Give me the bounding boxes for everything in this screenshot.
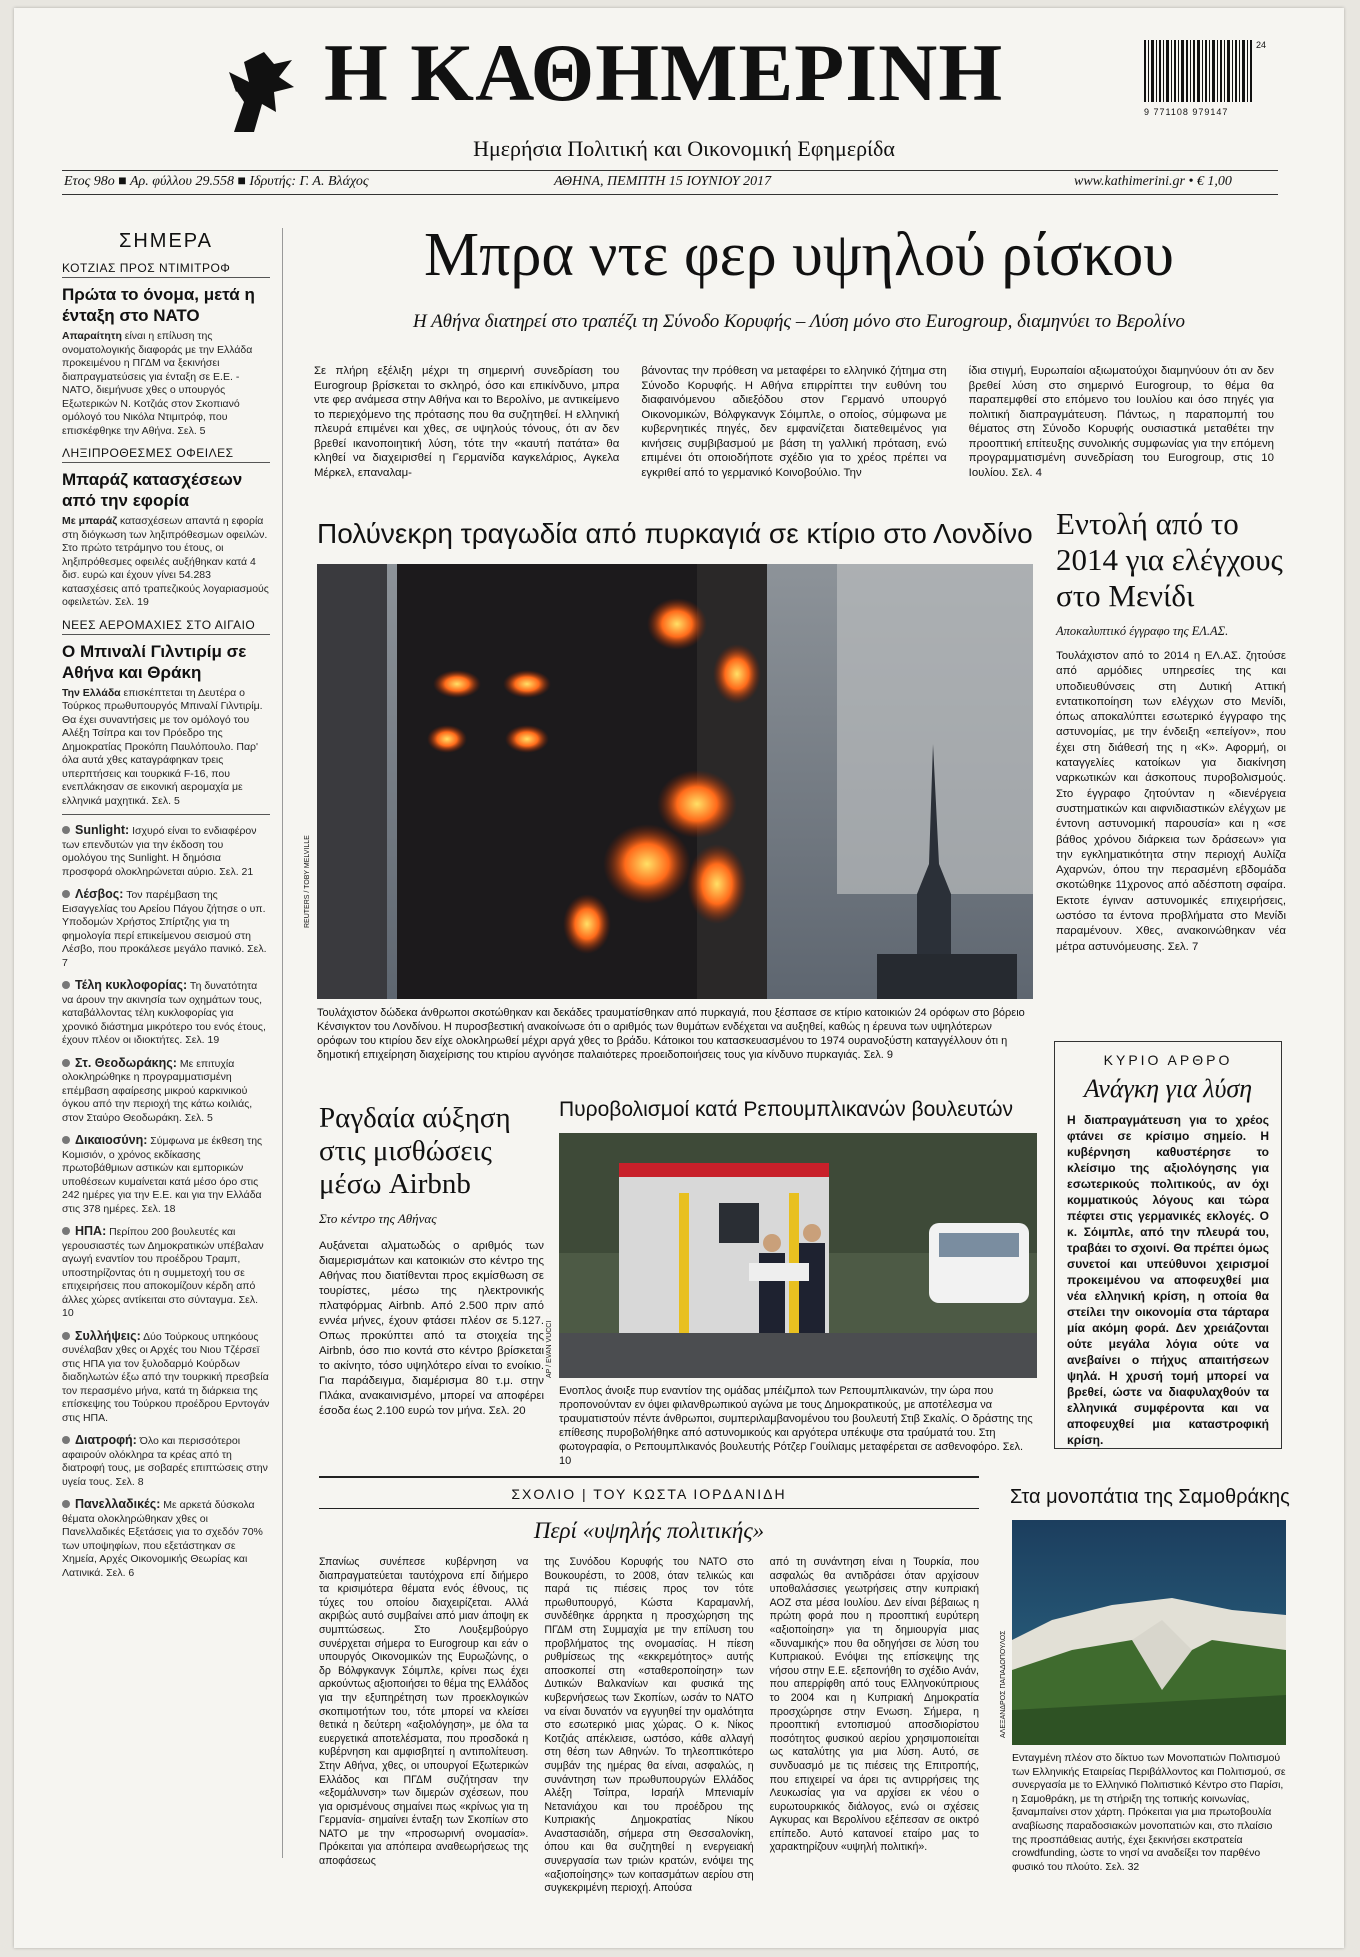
column-text: της Συνόδου Κορυφής του ΝΑΤΟ στο Βουκουρέστι, το 2008, όταν τελικώς και παρά τις πιέσεις προς τον τότε πρωθυπουργό, Κώστα Καραμανλή, συνδέθηκε άρρηκτα η προσχώρηση της ΠΓΔΜ στη Συμμαχία με την επίλυση του προβλήματος της ονομασίας. Η πίεση ρυθμίσεως της «εκκρεμότητος» αυτής αποσκοπεί στη «σταθεροποίηση» των Δυτικών Βαλκανίων και φυσικά της κυβερνήσεως των Σκοπίων, ωσάν το ΝΑΤΟ να είναι δυνατόν να εγγυηθεί την ομαλότητα στο εσωτερικό μιας χώρας. Ο κ. Νίκος Κοτζιάς απέκλεισε, ωστόσο, κάθε αλλαγή στη θέση των Αθηνών. Το τηλεοπτικότερο συμβάν της ημέρας θα είναι, ασφαλώς, η συνάντηση των πρωθυπουργών Ελλάδος Αλέξη Τσίπρα, Ισραήλ Μπενιαμίν Νετανιάχου και του προέδρου της Κυπριακής Δημοκρατίας Νίκου Αναστασιάδη, σήμερα στη Θεσσαλονίκη, όπου και θα συζητηθεί η ενεργειακή συνεργασία των τριών κρατών, ενόψει της «αξιοποίησης» των κοιτασμάτων αερίου στη συγκεκριμένη περιοχή. Απούσα: [544, 1556, 754, 1895]
ambulance-photo: [559, 1133, 1037, 1378]
bullet-icon: [62, 1436, 70, 1444]
bullet-icon: [62, 1227, 70, 1235]
story-body: Με μπαράζ κατασχέσεων απαντά η εφορία στη διόγκωση των ληξιπρόθεσμων οφειλών. Στο πρώτο τετράμηνο του έτους, οι ληξιπρόθεσμες οφειλές αυξήθηκαν κατά 4 δισ. ευρώ και έχουν γίνει 54.283 κατασχέσεις από τραπεζικούς λογαριασμούς οφειλετών. Σελ. 19: [62, 515, 269, 608]
editorial-box: [1054, 1041, 1282, 1449]
bullet-icon: [62, 1500, 70, 1508]
brief-item: Διατροφή: Όλο και περισσότεροι αφαιρούν ολόκληρα τα κρέας από τη διατροφή τους, με σοβαρές επιπτώσεις στην υγεία τους. Σελ. 8: [62, 1433, 268, 1488]
lead-column: ίδια στιγμή, Ευρωπαίοι αξιωματούχοι διαμηνύουν ότι αν δεν βρεθεί λύση στο σημερινό Eurogroup, το θέμα θα παραπεμφθεί στο επόμενο του Ιουλίου και όσο πηγές για πολιτική διαπραγμάτευση. Πάντως, η παραπομπή του θέματος στη Σύνοδο Κορυφής ουσιαστικά μεταθέτει την προοπτική επίτευξης συνολικής συμφωνίας για την επόμενη προγραμματισμένη συνεδρίαση του Eurogroup, στις 10 Ιουλίου. Σελ. 4: [968, 365, 1274, 479]
website-price: www.kathimerini.gr • € 1,00: [1074, 174, 1232, 189]
lead-body: [314, 364, 1274, 480]
masthead-title: Η ΚΑΘΗΜΕΡΙΝΗ: [324, 27, 1004, 118]
fire-headline: Πολύνεκρη τραγωδία από πυρκαγιά σε κτίριο στο Λονδίνο: [317, 518, 1033, 549]
brief-item: Δικαιοσύνη: Σύμφωνα με έκθεση της Κομισιόν, ο χρόνος εκδίκασης πρωτοβάθμιων αστικών και εμπορικών υποθέσεων κυμαίνεται κατά μέσο όρο στις 242 ημέρες για την Ε.Ε. και για την Ελλάδα στις 378 ημέρες. Σελ. 18: [62, 1133, 263, 1215]
samothraki-photo: [1012, 1520, 1286, 1745]
sidebar-story: [62, 618, 270, 809]
barcode-icon: [1144, 40, 1254, 102]
brief-item: Λέσβος: Τον παρέμβαση της Εισαγγελίας του Αρείου Πάγου ζήτησε ο υπ. Υποδομών Χρήστος Σπίρτζης για τη φημολογία περί επικείμενου σεισμού στη Λέσβο, που προκάλεσε μεγάλο πανικό. Σελ. 7: [62, 887, 267, 969]
column-rule-2: [319, 1508, 979, 1509]
sidebar-story: [62, 261, 270, 438]
sidebar-story: [62, 446, 270, 610]
sidebar-divider: [282, 228, 283, 1858]
lead-column: Σε πλήρη εξέλιξη μέχρι τη σημερινή συνεδρίαση του Eurogroup βρίσκεται το σκληρό, όσο και επικίνδυνο, μπρα ντε φερ ανάμεσα στην Αθήνα και το Βερολίνο, με αντικείμενο το περιεχόμενο της πρότασης που θα συζητηθεί. Η ελληνική πλευρά επιμένει και χθες, σε υψηλούς τόνους, ότι αν δεν βρεθεί ικανοποιητική λύση, τότε την «καυτή πατάτα» θα κληθεί να διαχειρισθεί η Γερμανίδα καγκελάριος, Αγκελα Μέρκελ, επαναλαμ-: [314, 365, 620, 479]
date-line: ΑΘΗΝΑ, ΠΕΜΠΤΗ 15 ΙΟΥΝΙΟΥ 2017: [554, 174, 772, 189]
meta-rule-bottom: [62, 194, 1278, 195]
airbnb-story: [319, 1102, 544, 1419]
editorial-body: Η διαπραγμάτευση για το χρέος φτάνει σε κρίσιμο σημείο. Η κυβέρνηση καθυστέρησε το κλείσιμο της αξιολόγησης για εσωτερικούς πολιτικούς, αν όχι κομματικούς λόγους και τώρα πέφτει στις γερμανικές εκλογές. Ο κ. Σόιμπλε, από την πλευρά του, τραβάει το σχοινί. Θα πρέπει όμως συνετοί και υπεύθυνοι χειρισμοί προκειμένου να αποφευχθεί μια νέα ελληνική κρίση, η οποία θα στείλει την οικονομία στα τάρταρα μία ακόμη φορά. Δεν χρειάζονται ούτε μεγάλα λόγια ούτε να ανεβαίνει ο πήχυς απαιτήσεων ψηλά. Η χρυσή τομή μπορεί να βρεθεί, ώστε να διαφυλαχθούν τα ελληνικά συμφέροντα και να αποφευχθεί μια καταστροφική κρίση.: [1067, 1113, 1269, 1447]
story-kicker: ΛΗΞΙΠΡΟΘΕΣΜΕΣ ΟΦΕΙΛΕΣ: [62, 446, 270, 463]
story-title: Ο Μπιναλί Γιλντιρίμ σε Αθήνα και Θράκη: [62, 641, 247, 682]
edition-info: Ετος 98ο ■ Αρ. φύλλου 29.558 ■ Ιδρυτής: Γ. Α. Βλάχος: [64, 174, 369, 189]
newspaper-front-page: [14, 8, 1344, 1948]
bullets-divider: [62, 814, 270, 815]
menidi-sub: Αποκαλυπτικό έγγραφο της ΕΛ.ΑΣ.: [1056, 624, 1229, 638]
bullet-icon: [62, 1059, 70, 1067]
shooting-headline: Πυροβολισμοί κατά Ρεπουμπλικανών βουλευτών: [559, 1098, 1013, 1121]
column-text: από τη συνάντηση είναι η Τουρκία, που ασφαλώς θα αντιδράσει όταν αρχίσουν υποθαλάσσιες γεωτρήσεις στην κυπριακή ΑΟΖ στα μέσα Ιουλίου. Δεν είναι βέβαιως η πρώτη φορά που η προοπτική ευρύτερη «αξιοποίηση» για τη δημιουργία μιας «δυναμικής» που θα οδηγήσει σε λύση του Κυπριακού. Ενόψει της επίσκεψης της νήσου στην Ε.Ε. εξεπονήθη το σχέδιο Ανάν, που απερρίφθη από τους Ελληνοκύπριους το 2004 και η Κυπριακή Δημοκρατία προσχώρησε στην Ενωση. Σήμερα, η προοπτική εντοπισμού αποσδιορίστου ποσότητος φυσικού αερίου χρησιμοποιείται ως καταλύτης για μια λύση. Αυτό, σε συνδυασμό με τις πιέσεις της Επιτροπής, που επιχειρεί να άρει τις αντιρρήσεις της Λευκωσίας για να αρχίσει εκ νέου ο ευρωτουρκικός διάλογος, ενώ οι σχέσεις Αγκυρας και Βερολίνου εξέπεσαν σε οικτρό επίπεδο. Αυτό κατανοεί εταίρο μας το χαρακτηρίζουν «υψηλή πολιτική».: [769, 1556, 979, 1854]
barcode-issue: 24: [1256, 40, 1267, 50]
barcode: [1144, 40, 1274, 116]
brief-item: Πανελλαδικές: Με αρκετά δύσκολα θέματα ολοκληρώθηκαν χθες οι Πανελλαδικές Εξετάσεις για το σχεδόν 70% των υποψηφίων, που εξετάστηκαν σε Χημεία, Αρχές Οικονομικής Θεωρίας και Λατινικά. Σελ. 6: [62, 1497, 263, 1579]
column-title: Περί «υψηλής πολιτικής»: [533, 1518, 765, 1543]
fire-caption: Τουλάχιστον δώδεκα άνθρωποι σκοτώθηκαν και δεκάδες τραυματίσθηκαν από πυρκαγιά, που ξέσπασε σε κτίριο κατοικιών 24 ορόφων στο βόρειο Κένσιγκτον του Λονδίνου. Η πυροσβεστική ανακοίνωσε ότι ο αριθμός των θυμάτων ενδέχεται να αυξηθεί, καθώς η έρευνα των υψηλότερων ορόφων του κτιρίου δεν είχε ολοκληρωθεί μέχρι αργά χθες το βράδυ. Κάτοικοι του κατασκευασμένου το 1974 ουρανοξύστη καταγγέλλουν ότι η δημοτική επιχείρηση διαχείρισης του κτιρίου αγνόησε παλαιότερες προειδοποιήσεις τους για κίνδυνο πυρκαγιάς. Σελ. 9: [317, 1007, 1025, 1061]
menidi-story: [1056, 506, 1286, 955]
story-kicker: ΝΕΕΣ ΑΕΡΟΜΑΧΙΕΣ ΣΤΟ ΑΙΓΑΙΟ: [62, 618, 270, 635]
bullet-icon: [62, 981, 70, 989]
griffin-logo-icon: [214, 42, 304, 138]
column-text: Σπανίως συνέπεσε κυβέρνηση να διαπραγματεύεται ταυτόχρονα επί διήμερο τα κρισιμότερα θέματα ενός έθνους, τις τύχες του οποίου διαχειρίζεται. Αλλά ακριβώς αυτό συμβαίνει από μιαν άποψη εκ συμπτώσεως. Στο Λουξεμβούργο συνέρχεται σήμερα το Eurogroup και εάν ο υπουργός Οικονομικών της Ευρωζώνης, ο δρ Βόλφγκανγκ Σόιμπλε, κρίνει πως έχει αρκούντως αξιοποιήσει το θέμα της Ελλάδος για την εξυπηρέτηση των προεκλογικών σκοπιμοτήτων του, τότε μπορεί να κλείσει θετικά η δεύτερη «αξιολόγηση», με όλα τα ευεργετικά αποτελέσματα, που προσδοκά η κυβέρνηση και αμφισβητεί η αντιπολίτευση. Στην Αθήνα, χθες, οι υπουργοί Εξωτερικών Ελλάδος και ΠΓΔΜ συζήτησαν την «εξομάλυνση» των διμερών σχέσεων, που για ορισμένους σημαίνει πως «κρίνως για τη Γερμανία- σημαίνει ένταξη των Σκοπίων στο ΝΑΤΟ με την «προσωρινή ονομασία». Πρόκειται για απόπειρα αναθεωρήσεως της αποφάσεως: [319, 1556, 529, 1868]
shooting-photo-credit: AP / EVAN VUCCI: [546, 1320, 553, 1378]
masthead-subtitle: Ημερήσια Πολιτική και Οικονομική Εφημερίδα: [473, 136, 895, 161]
airbnb-title: Ραγδαία αύξηση στις μισθώσεις μέσω Airbnb: [319, 1102, 511, 1200]
bullet-icon: [62, 1136, 70, 1144]
meta-rule-top: [62, 170, 1278, 171]
story-kicker: ΚΟΤΖΙΑΣ ΠΡΟΣ ΝΤΙΜΙΤΡΟΦ: [62, 261, 270, 278]
menidi-title: Εντολή από το 2014 για ελέγχους στο Μενίδι: [1056, 506, 1283, 613]
barcode-number: 9 771108 979147: [1144, 107, 1229, 117]
samothraki-caption: Ενταγμένη πλέον στο δίκτυο των Μονοπατιών Πολιτισμού των Ελληνικής Εταιρείας Περιβάλλοντος και Πολιτισμού, σε συνεργασία με το Ελληνικό Πολιτιστικό Κέντρο στο Παρίσι, η Σαμοθράκη, με τη στήριξη της τοπικής κοινωνίας, ξαναμπαίνει στον χάρτη. Πρόκειται για μια πρωτοβουλία αναβίωσης παραδοσιακών μονοπατιών και, στο πλαίσιο της προσπάθειας αυτής, έχει ξεκινήσει εκστρατεία crowdfunding, ώστε το νησί να αναδείξει τον παρθένο φυσικό του πλούτο. Σελ. 32: [1012, 1752, 1286, 1873]
lead-column: βάνοντας την πρόθεση να μεταφέρει το ελληνικό ζήτημα στη Σύνοδο Κορυφής. Η Αθήνα επιρρίπτει την ευθύνη του διαφαινόμενου αδιεξόδου στον Γερμανό υπουργό Οικονομικών, Βόλφγκανγκ Σόιμπλε, ο οποίος, σύμφωνα με κυβερνητικές πηγές, δεν εμφανίζεται διατεθειμένος για κινήσεις συμβιβασμού με βάση τη γαλλική πρόταση, ενώ επιμένει ότι οποιοδήποτε σχέδιο για το χρέος πρέπει να εγκριθεί από το γερμανικό Κοινοβούλιο. Την: [641, 365, 947, 479]
bullet-icon: [62, 890, 70, 898]
brief-item: Τέλη κυκλοφορίας: Τη δυνατότητα να άρουν την ακινησία των οχημάτων τους, καταβάλλοντας τέλη κυκλοφορίας για χρονικό διάστημα μικρότερο του ενός έτους, έχουν πλέον οι ιδιοκτήτες. Σελ. 19: [62, 978, 266, 1046]
sidebar-today: [62, 204, 270, 1580]
story-title: Πρώτα το όνομα, μετά η ένταξη στο ΝΑΤΟ: [62, 285, 255, 325]
tower-fire-photo: [317, 564, 1033, 999]
brief-item: Sunlight: Ισχυρό είναι το ενδιαφέρον των επενδυτών για την έκδοση του ομολόγου της Sunlight. Η δημόσια προσφορά ολοκληρώνεται αύριο. Σελ. 21: [62, 823, 257, 878]
column-rule: [319, 1476, 979, 1478]
menidi-body: Τουλάχιστον από το 2014 η ΕΛ.ΑΣ. ζητούσε από αρμόδιες υπηρεσίες της και υποδιευθύνσεις στη Δυτική Αττική εντατικοποίηση των ελέγχων στο Μενίδι, όπως αποκαλύπτει εσωτερικό έγγραφο της αστυνομίας, με την ένδειξη «επείγον», που έχει στη διάθεσή της η «Κ». Αφορμή, οι καταγγελίες κατοίκων για διακίνηση ναρκωτικών και άσκοπους πυροβολισμούς. Στο έγγραφο ζητούνταν η «διενέργεια συστηματικών και αιφνιδιαστικών ελέγχων με έντονη αστυνομική παρουσία» και η «σε βάθος χρόνου διάρκεια των δράσεων» για την εγκληματικότητα στην περιοχή Αυλίζα Αχαρνών, όπου την περασμένη εβδομάδα σκοτώθηκε 11χρονος από αδέσποτη σφαίρα. Εκτοτε έγιναν αστυνομικές επιχειρήσεις, ωστόσο τα έντονα προβλήματα στο Μενίδι παραμένουν. Χθες, ανακοινώθηκαν νέα μέτρα αστυνόμευσης. Σελ. 7: [1056, 650, 1286, 953]
brief-item: ΗΠΑ: Περίπου 200 βουλευτές και γερουσιαστές των Δημοκρατικών υπέβαλαν αγωγή εναντίον του προέδρου Τραμπ, υποστηρίζοντας ότι η συμμετοχή του σε επιχειρήσεις που αποκομίζουν κέρδη από άλλες χώρες αντίκειται στο σύνταγμα. Σελ. 10: [62, 1224, 264, 1319]
lead-deck: Η Αθήνα διατηρεί στο τραπέζι τη Σύνοδο Κορυφής – Λύση μόνο στο Eurogroup, διαμηνύει το Βερολίνο: [412, 311, 1186, 332]
editorial-title: Ανάγκη για λύση: [1083, 1074, 1253, 1103]
brief-item: Συλλήψεις: Δύο Τούρκους υπηκόους συνέλαβαν χθες οι Αρχές του Νιου Τζέρσεϊ στις ΗΠΑ για τον ξυλοδαρμό Κούρδων διαδηλωτών έξω από την τουρκική πρεσβεία τον περασμένο μήνα, κατά τη διάρκεια της επίσκεψης του Τούρκου προέδρου Ερντογάν στις ΗΠΑ.: [62, 1328, 270, 1424]
column-kicker: ΣΧΟΛΙΟ | ΤΟΥ ΚΩΣΤΑ ΙΟΡΔΑΝΙΔΗ: [511, 1486, 787, 1502]
editorial-kicker: ΚΥΡΙΟ ΑΡΘΡΟ: [1103, 1052, 1233, 1068]
brief-item: Στ. Θεοδωράκης: Με επιτυχία ολοκληρώθηκε η προγραμματισμένη επέμβαση αφαίρεσης μικρού καρκινικού όγκου από την περιοχή της κάτω κοιλιάς, στον Σταύρο Θεοδωράκη. Σελ. 5: [62, 1055, 253, 1124]
column-body: [319, 1556, 979, 1896]
airbnb-body: Αυξάνεται αλματωδώς ο αριθμός των διαμερισμάτων και κατοικιών στο κέντρο της Αθήνας που διατίθενται προς εκμίσθωση σε τουρίστες, μέσω της ηλεκτρονικής πλατφόρμας Airbnb. Από 2.500 πριν από εννέα μήνες, έχουν φτάσει πλέον σε 5.127. Οπως προκύπτει από τα στοιχεία της Airbnb, όσο πιο κοντά στο κέντρο βρίσκεται το ακίνητο, τόσο υψηλότερο είναι το ενοίκιο. Για παράδειγμα, διαμέρισμα 80 τ.μ. στην Πλάκα, ανακαινισμένο, μπορεί να αποφέρει έσοδα έως 2.100 ευρώ τον μήνα. Σελ. 20: [319, 1240, 544, 1417]
samothraki-headline: Στα μονοπάτια της Σαμοθράκης: [1010, 1486, 1290, 1508]
bullet-icon: [62, 1332, 70, 1340]
samothraki-photo-credit: ΑΛΕΞΑΝΔΡΟΣ ΠΑΠΑΔΟΠΟΥΛΟΣ: [1000, 1630, 1007, 1738]
bullet-icon: [62, 826, 70, 834]
shooting-caption: Ενοπλος άνοιξε πυρ εναντίον της ομάδας μπέιζμπολ των Ρεπουμπλικανών, την ώρα που προπονούνταν εν όψει φιλανθρωπικού αγώνα με τους Δημοκρατικούς, με αποτέλεσμα να τραυματιστούν πέντε άνθρωποι, συμπεριλαμβανομένου του βουλευτή Στιβ Σκαλίς. Ο δράστης της επίθεσης πυροβολήθηκε από αστυνομικούς και αργότερα υπέκυψε στα τραύματά του. Στη φωτογραφία, ο Ρεπουμπλικανός βουλευτής Ρότζερ Γουίλιαμς μεταφέρεται σε ασθενοφόρο. Σελ. 10: [559, 1385, 1033, 1467]
lead-headline: Μπρα ντε φερ υψηλού ρίσκου: [424, 221, 1174, 289]
airbnb-sub: Στο κέντρο της Αθήνας: [319, 1211, 437, 1226]
story-body: Την Ελλάδα επισκέπτεται τη Δευτέρα ο Τούρκος πρωθυπουργός Μπιναλί Γιλντιρίμ. Θα έχει συναντήσεις με τον ομόλογό του Αλέξη Τσίπρα και τον Πρόεδρο της Δημοκρατίας Προκόπη Παυλόπουλο. Παρ' όλα αυτά χθες καταγράφηκαν τρεις υπερπτήσεις και τουρκικά F-16, που ενεπλάκησαν σε εικονική αερομαχία με ελληνικά μαχητικά. Σελ. 5: [62, 686, 263, 807]
story-body: Απαραίτητη είναι η επίλυση της ονοματολογικής διαφοράς με την Ελλάδα προκειμένου η ΠΓΔΜ να ξεκινήσει διαπραγματεύσεις για ένταξη σε Ε.Ε. - ΝΑΤΟ, διεμήνυσε χθες ο υπουργός Εξωτερικών Ν. Κοτζιάς στον Σκοπιανό ομόλογό του Νικόλα Ντιμιτρόφ, που επισκέφθηκε την Αθήνα. Σελ. 5: [62, 330, 253, 437]
fire-photo-credit: REUTERS / TOBY MELVILLE: [304, 835, 311, 928]
story-title: Μπαράζ κατασχέσεων από την εφορία: [62, 470, 243, 510]
sidebar-header: ΣΗΜΕΡΑ: [118, 230, 213, 252]
